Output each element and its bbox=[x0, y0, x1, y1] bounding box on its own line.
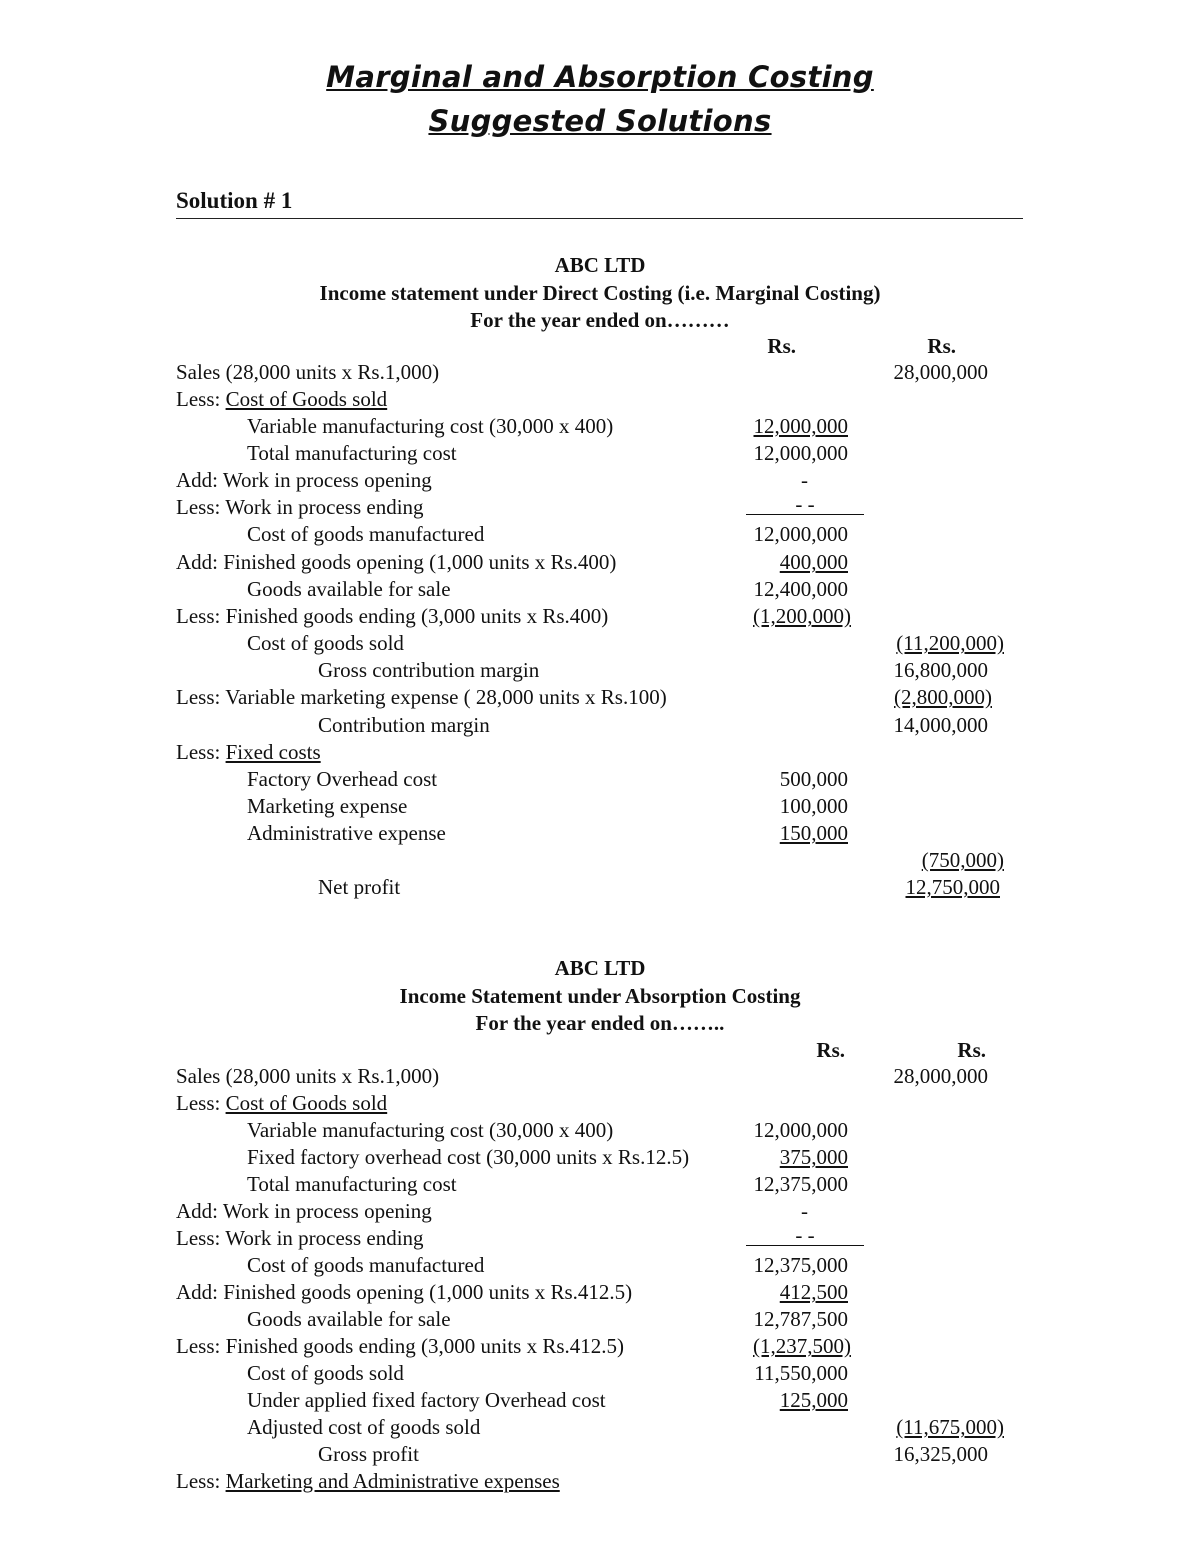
stmt-line bbox=[0, 1252, 1200, 1279]
line-label-underlined: Fixed costs bbox=[225, 740, 321, 764]
stmt-line bbox=[0, 467, 1200, 494]
line-label: Less: Finished goods ending (3,000 units x Rs.400) bbox=[176, 604, 609, 628]
line-value-amount: 12,375,000 bbox=[753, 1172, 848, 1196]
line-label-underlined: Cost of Goods sold bbox=[225, 387, 388, 411]
stmt-line bbox=[0, 1333, 1200, 1360]
line-label bbox=[176, 386, 387, 413]
line-value-amount: 400,000 bbox=[779, 550, 848, 574]
line-label: Less: Variable marketing expense ( 28,000 units x Rs.100) bbox=[176, 685, 667, 709]
page-title: Marginal and Absorption Costing bbox=[326, 60, 874, 94]
stmt-line bbox=[0, 684, 1200, 711]
line-label: Gross contribution margin bbox=[318, 658, 540, 682]
stmt-line bbox=[0, 440, 1200, 467]
company-name: ABC LTD bbox=[554, 253, 646, 277]
line-label: Administrative expense bbox=[247, 821, 446, 845]
line-value-amount: 150,000 bbox=[779, 821, 848, 845]
line-value-amount: 500,000 bbox=[779, 767, 848, 791]
line-prefix: Less: bbox=[176, 387, 226, 411]
stmt-line bbox=[0, 1360, 1200, 1387]
line-label: Fixed factory overhead cost (30,000 units x Rs.12.5) bbox=[247, 1145, 690, 1169]
line-label-underlined: Cost of Goods sold bbox=[225, 1091, 388, 1115]
company-name: ABC LTD bbox=[554, 956, 646, 980]
line-prefix: Less: bbox=[176, 1091, 226, 1115]
line-label: Goods available for sale bbox=[247, 577, 451, 601]
stmt-line bbox=[0, 386, 1200, 413]
stmt-line bbox=[0, 657, 1200, 684]
line-label: Sales (28,000 units x Rs.1,000) bbox=[176, 1064, 440, 1088]
stmt-line bbox=[0, 874, 1200, 901]
line-label: Total manufacturing cost bbox=[247, 1172, 457, 1196]
statement-title: Income Statement under Absorption Costing bbox=[399, 983, 801, 1008]
stmt-line bbox=[0, 549, 1200, 576]
line-value-amount: 12,000,000 bbox=[753, 441, 848, 465]
line-value-amount: 375,000 bbox=[779, 1145, 848, 1169]
line-label bbox=[176, 1468, 560, 1495]
line-value-total: 12,750,000 bbox=[905, 875, 1000, 899]
page-subtitle: Suggested Solutions bbox=[428, 104, 772, 138]
line-label: Less: Finished goods ending (3,000 units x Rs.412.5) bbox=[176, 1334, 625, 1358]
line-label: Cost of goods sold bbox=[247, 1361, 404, 1385]
line-value-amount: - - bbox=[746, 1225, 864, 1246]
stmt-line bbox=[0, 603, 1200, 630]
line-label: Goods available for sale bbox=[247, 1307, 451, 1331]
stmt-line bbox=[0, 1063, 1200, 1090]
line-label: Variable manufacturing cost (30,000 x 400) bbox=[247, 414, 614, 438]
marginal-statement-header bbox=[0, 252, 1200, 335]
line-value-amount: 100,000 bbox=[779, 794, 848, 818]
line-label-underlined: Marketing and Administrative expenses bbox=[225, 1469, 560, 1493]
line-value-total: (750,000) bbox=[921, 848, 1004, 872]
line-value-amount: 11,550,000 bbox=[754, 1361, 848, 1385]
stmt-line bbox=[0, 494, 1200, 521]
line-label: Add: Finished goods opening (1,000 units x Rs.412.5) bbox=[176, 1280, 633, 1304]
line-label: Gross profit bbox=[318, 1442, 419, 1466]
stmt-line bbox=[0, 413, 1200, 440]
line-value-total: 28,000,000 bbox=[893, 1064, 988, 1088]
stmt-line bbox=[0, 1306, 1200, 1333]
line-value-amount: 412,500 bbox=[779, 1280, 848, 1304]
stmt-line bbox=[0, 1441, 1200, 1468]
stmt-line bbox=[0, 1144, 1200, 1171]
statement-period: For the year ended on…….. bbox=[475, 1011, 725, 1035]
col-head-rs: Rs. bbox=[767, 334, 796, 358]
line-label: Add: Finished goods opening (1,000 units x Rs.400) bbox=[176, 550, 617, 574]
line-label: Cost of goods manufactured bbox=[247, 522, 485, 546]
col-head-rs: Rs. bbox=[957, 1038, 986, 1062]
line-label: Variable manufacturing cost (30,000 x 400) bbox=[247, 1118, 614, 1142]
stmt-line bbox=[0, 1225, 1200, 1252]
line-value-total: (2,800,000) bbox=[894, 685, 992, 709]
stmt-line bbox=[0, 1279, 1200, 1306]
line-value-amount: 12,000,000 bbox=[753, 1118, 848, 1142]
line-value-amount: 12,375,000 bbox=[753, 1253, 848, 1277]
line-label: Cost of goods sold bbox=[247, 631, 404, 655]
line-label: Under applied fixed factory Overhead cost bbox=[247, 1388, 606, 1412]
stmt-line bbox=[0, 847, 1200, 874]
line-label: Less: Work in process ending bbox=[176, 495, 424, 519]
line-value-total: 14,000,000 bbox=[893, 713, 988, 737]
line-label: Cost of goods manufactured bbox=[247, 1253, 485, 1277]
line-value-total: (11,200,000) bbox=[896, 631, 1004, 655]
stmt-line bbox=[0, 739, 1200, 766]
line-label: Add: Work in process opening bbox=[176, 468, 432, 492]
line-label: Less: Work in process ending bbox=[176, 1226, 424, 1250]
line-label: Sales (28,000 units x Rs.1,000) bbox=[176, 360, 440, 384]
line-label: Factory Overhead cost bbox=[247, 767, 438, 791]
stmt-line bbox=[0, 1387, 1200, 1414]
stmt-line bbox=[0, 1117, 1200, 1144]
line-value-amount: 12,000,000 bbox=[753, 522, 848, 546]
line-label bbox=[176, 1090, 387, 1117]
line-value-amount: 125,000 bbox=[779, 1388, 848, 1412]
stmt-line bbox=[0, 820, 1200, 847]
line-value-amount: - - bbox=[746, 494, 864, 515]
line-value-total: 16,325,000 bbox=[893, 1442, 988, 1466]
line-label: Total manufacturing cost bbox=[247, 441, 457, 465]
column-headers bbox=[0, 1037, 1200, 1064]
stmt-line bbox=[0, 359, 1200, 386]
line-label bbox=[176, 739, 321, 766]
line-label: Contribution margin bbox=[318, 713, 490, 737]
line-value-total: 16,800,000 bbox=[893, 658, 988, 682]
line-label: Marketing expense bbox=[247, 794, 408, 818]
line-value-amount: 12,787,500 bbox=[753, 1307, 848, 1331]
stmt-line bbox=[0, 576, 1200, 603]
solution-heading: Solution # 1 bbox=[176, 188, 1023, 219]
stmt-line bbox=[0, 521, 1200, 548]
stmt-line bbox=[0, 1468, 1200, 1495]
line-value-amount: - bbox=[801, 1199, 808, 1223]
stmt-line bbox=[0, 630, 1200, 657]
statement-period: For the year ended on……… bbox=[470, 308, 730, 332]
line-label: Adjusted cost of goods sold bbox=[247, 1415, 481, 1439]
col-head-rs: Rs. bbox=[816, 1038, 845, 1062]
line-label: Add: Work in process opening bbox=[176, 1199, 432, 1223]
stmt-line bbox=[0, 793, 1200, 820]
line-value-total: (11,675,000) bbox=[896, 1415, 1004, 1439]
line-value-amount: 12,000,000 bbox=[753, 414, 848, 438]
stmt-line bbox=[0, 1198, 1200, 1225]
line-label: Net profit bbox=[318, 875, 401, 899]
stmt-line bbox=[0, 1090, 1200, 1117]
line-value-amount: (1,200,000) bbox=[753, 604, 851, 628]
stmt-line bbox=[0, 766, 1200, 793]
stmt-line bbox=[0, 1171, 1200, 1198]
line-value-amount: 12,400,000 bbox=[753, 577, 848, 601]
line-value-amount: - bbox=[801, 468, 808, 492]
stmt-line bbox=[0, 712, 1200, 739]
line-value-total: 28,000,000 bbox=[893, 360, 988, 384]
stmt-line bbox=[0, 1414, 1200, 1441]
line-value-amount: (1,237,500) bbox=[753, 1334, 851, 1358]
col-head-rs: Rs. bbox=[927, 334, 956, 358]
line-prefix: Less: bbox=[176, 1469, 226, 1493]
column-headers bbox=[0, 333, 1200, 360]
absorption-statement-header bbox=[0, 955, 1200, 1038]
line-prefix: Less: bbox=[176, 740, 226, 764]
statement-title: Income statement under Direct Costing (i.e. Marginal Costing) bbox=[319, 280, 881, 305]
